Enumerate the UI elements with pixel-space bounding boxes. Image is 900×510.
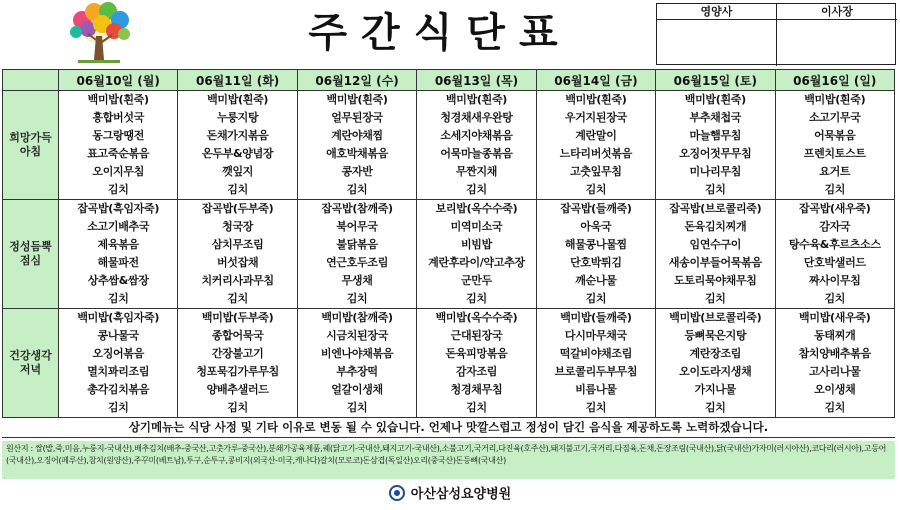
- menu-item: 잡곡밥(두부죽): [201, 202, 274, 215]
- menu-item: 계란말이: [575, 129, 617, 142]
- menu-item: 군만두: [460, 274, 492, 287]
- menu-item: 잡곡밥(흑임자죽): [77, 202, 160, 215]
- menu-item: 온두부&양념장: [202, 147, 274, 160]
- menu-item: 오이생채: [814, 383, 856, 396]
- menu-item: 프렌치토스트: [803, 147, 866, 160]
- menu-item: 우거지된장국: [564, 111, 627, 124]
- hospital-footer: [0, 484, 900, 506]
- menu-item: 깻잎지: [222, 165, 254, 178]
- meal-row: [3, 200, 895, 309]
- meal-row: [3, 309, 895, 418]
- menu-item: 잡곡밥(참깨죽): [321, 202, 393, 215]
- menu-item: 미역미소국: [450, 220, 503, 233]
- menu-item: 어묵마늘종볶음: [440, 147, 513, 160]
- menu-item: 떡갈비야채조림: [559, 347, 633, 360]
- menu-item: 백미밥(흰죽): [804, 93, 866, 106]
- menu-item: 짜사이무침: [808, 274, 861, 287]
- menu-item: 탕수육&후르츠소스: [788, 238, 881, 251]
- menu-item: 양배추샐러드: [206, 383, 269, 396]
- menu-item: 잡곡밥(브로콜리죽): [669, 202, 762, 215]
- menu-cell: [59, 309, 178, 418]
- menu-item: 청경채새우완탕: [440, 111, 513, 124]
- menu-item: 오징어젓무무침: [679, 147, 752, 160]
- menu-item: 버섯잡채: [216, 256, 259, 269]
- menu-item: 백미밥(흑임자죽): [77, 311, 160, 324]
- menu-item: 임연수구이: [689, 238, 742, 251]
- menu-body: [3, 91, 895, 418]
- menu-item: 무짠지채: [455, 165, 498, 178]
- header-corner-cell: [3, 70, 59, 91]
- menu-cell: [178, 200, 297, 309]
- menu-item: 보리밥(옥수수죽): [435, 202, 518, 215]
- menu-item: 계란장조림: [689, 347, 742, 360]
- menu-item: 김치: [346, 401, 368, 414]
- notice-text: 상기메뉴는 식당 사정 및 기타 이유로 변동 될 수 있습니다. 언제나 맛깔스럽고 정성이 담긴 음식을 제공하도록 노력하겠습니다.: [2, 418, 895, 438]
- menu-item: 김치: [585, 183, 607, 196]
- menu-cell: [656, 91, 775, 200]
- menu-item: 백미밥(들깨죽): [560, 311, 632, 324]
- menu-item: 삼치무조림: [211, 238, 264, 251]
- menu-item: 김치: [466, 183, 487, 196]
- menu-item: 비빔밥: [460, 238, 492, 251]
- menu-item: 고사리나물: [808, 365, 861, 378]
- menu-item: 고춧잎무침: [570, 165, 622, 178]
- menu-item: 김치: [107, 401, 129, 414]
- day-header: 06월10일 (월): [59, 70, 178, 91]
- menu-item: 부추채첩국: [689, 111, 742, 124]
- tree-logo-image: [58, 2, 140, 66]
- menu-item: 김치: [346, 183, 368, 196]
- menu-item: 누룽지탕: [216, 111, 259, 124]
- menu-item: 돈육피망볶음: [445, 347, 508, 360]
- menu-item: 김치: [585, 292, 607, 305]
- menu-item: 동그랑땡전: [92, 129, 145, 142]
- menu-item: 김치: [227, 401, 248, 414]
- menu-item: 청국장: [222, 220, 254, 233]
- menu-item: 부추장떡: [336, 365, 378, 378]
- hospital-logo-icon: [389, 485, 405, 501]
- menu-item: 표고죽순볶음: [87, 147, 150, 160]
- menu-item: 얼갈이생채: [331, 383, 383, 396]
- menu-cell: [417, 309, 536, 418]
- menu-item: 백미밥(두부죽): [201, 311, 274, 324]
- menu-item: 김치: [704, 401, 726, 414]
- menu-item: 단호박샐러드: [803, 256, 866, 269]
- menu-cell: [417, 200, 536, 309]
- menu-item: 깨순나물: [575, 274, 617, 287]
- menu-item: 요거트: [819, 165, 851, 178]
- menu-item: 느타리버섯볶음: [559, 147, 633, 160]
- menu-item: 백미밥(브로콜리죽): [669, 311, 762, 324]
- menu-item: 백미밥(참깨죽): [321, 311, 393, 324]
- menu-item: 백미밥(흰죽): [684, 93, 746, 106]
- menu-cell: [297, 309, 416, 418]
- menu-item: 돈육김치찌개: [684, 220, 747, 233]
- menu-item: 어묵볶음: [814, 129, 856, 142]
- menu-cell: [656, 309, 775, 418]
- menu-item: 백미밥(흰죽): [565, 93, 627, 106]
- menu-item: 간장불고기: [211, 347, 264, 360]
- menu-cell: [417, 91, 536, 200]
- menu-item: 총각김치볶음: [87, 383, 150, 396]
- menu-cell: [297, 200, 416, 309]
- menu-cell: [775, 200, 894, 309]
- menu-item: 멸치꽈리조림: [87, 365, 150, 378]
- menu-item: 잡곡밥(새우죽): [799, 202, 871, 215]
- menu-item: 김치: [466, 292, 487, 305]
- menu-item: 감자국: [819, 220, 851, 233]
- menu-item: 가지나물: [694, 383, 736, 396]
- day-header: 06월15일 (토): [656, 70, 775, 91]
- menu-item: 소고기배추국: [87, 220, 150, 233]
- menu-item: 치커리사과무침: [201, 274, 274, 287]
- meal-label: 건강생각 저녁: [3, 309, 59, 418]
- menu-item: 동태찌개: [814, 329, 856, 342]
- day-header-row: [3, 70, 895, 91]
- approval-box: [656, 3, 896, 65]
- day-header: 06월13일 (목): [417, 70, 536, 91]
- menu-item: 계란야채찜: [331, 129, 383, 142]
- menu-item: 김치: [227, 292, 248, 305]
- menu-item: 김치: [466, 401, 487, 414]
- hospital-name: 아산삼성요양병원: [410, 487, 512, 502]
- menu-item: 브로콜리두부무침: [554, 365, 638, 378]
- menu-item: 불닭볶음: [336, 238, 378, 251]
- menu-item: 미나리무침: [689, 165, 742, 178]
- menu-item: 김치: [227, 183, 248, 196]
- menu-item: 백미밥(흰죽): [87, 93, 149, 106]
- menu-item: 콩자반: [341, 165, 373, 178]
- menu-cell: [59, 200, 178, 309]
- menu-item: 해물파전: [97, 256, 139, 269]
- menu-item: 잡곡밥(들깨죽): [560, 202, 632, 215]
- menu-item: 김치: [824, 292, 846, 305]
- menu-item: 백미밥(흰죽): [326, 93, 388, 106]
- menu-item: 마늘햄무침: [689, 129, 742, 142]
- menu-item: 비름나물: [575, 383, 617, 396]
- signoff-label-dietitian: 영양사: [657, 4, 777, 20]
- menu-cell: [59, 91, 178, 200]
- menu-item: 청포묵김가루무침: [196, 365, 279, 378]
- menu-item: 김치: [585, 401, 607, 414]
- meal-label: 희망가득 아침: [3, 91, 59, 200]
- menu-item: 도토리묵야채무침: [674, 274, 757, 287]
- signoff-cell-dietitian: [657, 20, 777, 66]
- day-header: 06월12일 (수): [297, 70, 416, 91]
- menu-item: 해물콩나물찜: [564, 238, 627, 251]
- menu-item: 백미밥(흰죽): [207, 93, 269, 106]
- menu-cell: [775, 91, 894, 200]
- menu-item: 참치양배추볶음: [798, 347, 871, 360]
- menu-item: 오징어볶음: [92, 347, 145, 360]
- menu-item: 백미밥(새우죽): [799, 311, 871, 324]
- menu-item: 종합어묵국: [211, 329, 264, 342]
- menu-item: 오이지무침: [92, 165, 145, 178]
- menu-cell: [656, 200, 775, 309]
- menu-item: 얼무된장국: [331, 111, 383, 124]
- weekly-menu-table: [2, 69, 895, 418]
- menu-item: 돈채가지볶음: [206, 129, 269, 142]
- menu-item: 근대된장국: [450, 329, 503, 342]
- menu-cell: [178, 309, 297, 418]
- menu-item: 소고기무국: [808, 111, 861, 124]
- signoff-cell-director: [777, 20, 897, 66]
- menu-item: 흥합버섯국: [92, 111, 145, 124]
- meal-row: [3, 91, 895, 200]
- menu-item: 백미밥(옥수수죽): [435, 311, 518, 324]
- menu-item: 오이도라지생채: [679, 365, 752, 378]
- menu-cell: [775, 309, 894, 418]
- menu-item: 단호박튀김: [570, 256, 622, 269]
- origin-info: 원산지 : 쌀(밥,죽,미음,누룽지-국내산),배추김치(배추-중국산,고춧가루-중국산),분쇄가공육제품,퀘(닭고기-국내산,돼지고기-국내산),소불고기,국거리,다진육(호주산),돼지불고기,국거리,다짐육,돈채,돈장조림(국내산),닭(국내산)가자미(러시아산),코다리(러시아),고등어(국내산),오징어(페루산),참치(원양산),주꾸미(베트남),투구,순투구,콩비지(외국산-미국,캐나다)갈치(모로코)돈삼겹(독일산)오리(중국산)돈등뼈(국내산): [2, 441, 895, 479]
- menu-item: 김치: [824, 401, 846, 414]
- menu-item: 아욱국: [580, 220, 612, 233]
- signoff-label-director: 이사장: [777, 4, 897, 20]
- menu-item: 연근호두조림: [326, 256, 389, 269]
- menu-item: 김치: [704, 183, 726, 196]
- menu-item: 상추쌈&쌈장: [87, 274, 149, 287]
- menu-item: 비엔나야채볶음: [320, 347, 394, 360]
- meal-label: 정성듬뿍 점심: [3, 200, 59, 309]
- menu-item: 김치: [824, 183, 846, 196]
- menu-item: 김치: [107, 183, 129, 196]
- menu-item: 백미밥(흰죽): [445, 93, 508, 106]
- menu-item: 북어무국: [336, 220, 378, 233]
- menu-cell: [297, 91, 416, 200]
- menu-item: 제육볶음: [97, 238, 139, 251]
- menu-item: 시금치된장국: [326, 329, 389, 342]
- menu-item: 콩나물국: [97, 329, 139, 342]
- menu-item: 김치: [704, 292, 726, 305]
- day-header: 06월14일 (금): [536, 70, 655, 91]
- day-header: 06월11일 (화): [178, 70, 297, 91]
- menu-item: 무생채: [341, 274, 373, 287]
- menu-cell: [536, 309, 655, 418]
- menu-item: 소세지야채볶음: [440, 129, 513, 142]
- menu-cell: [178, 91, 297, 200]
- menu-cell: [536, 200, 655, 309]
- menu-item: 다시마무채국: [564, 329, 627, 342]
- menu-item: 계란후라이/약고추장: [428, 256, 525, 269]
- day-header: 06월16일 (일): [775, 70, 894, 91]
- menu-item: 애호박채볶음: [326, 147, 389, 160]
- page-title: 주간식단표: [308, 10, 572, 56]
- menu-cell: [536, 91, 655, 200]
- menu-item: 감자조림: [455, 365, 498, 378]
- menu-item: 새송이부들어묵볶음: [668, 256, 762, 269]
- menu-item: 김치: [107, 292, 129, 305]
- menu-item: 김치: [346, 292, 368, 305]
- menu-item: 청경채무침: [450, 383, 503, 396]
- menu-item: 등뼈묵은지탕: [684, 329, 747, 342]
